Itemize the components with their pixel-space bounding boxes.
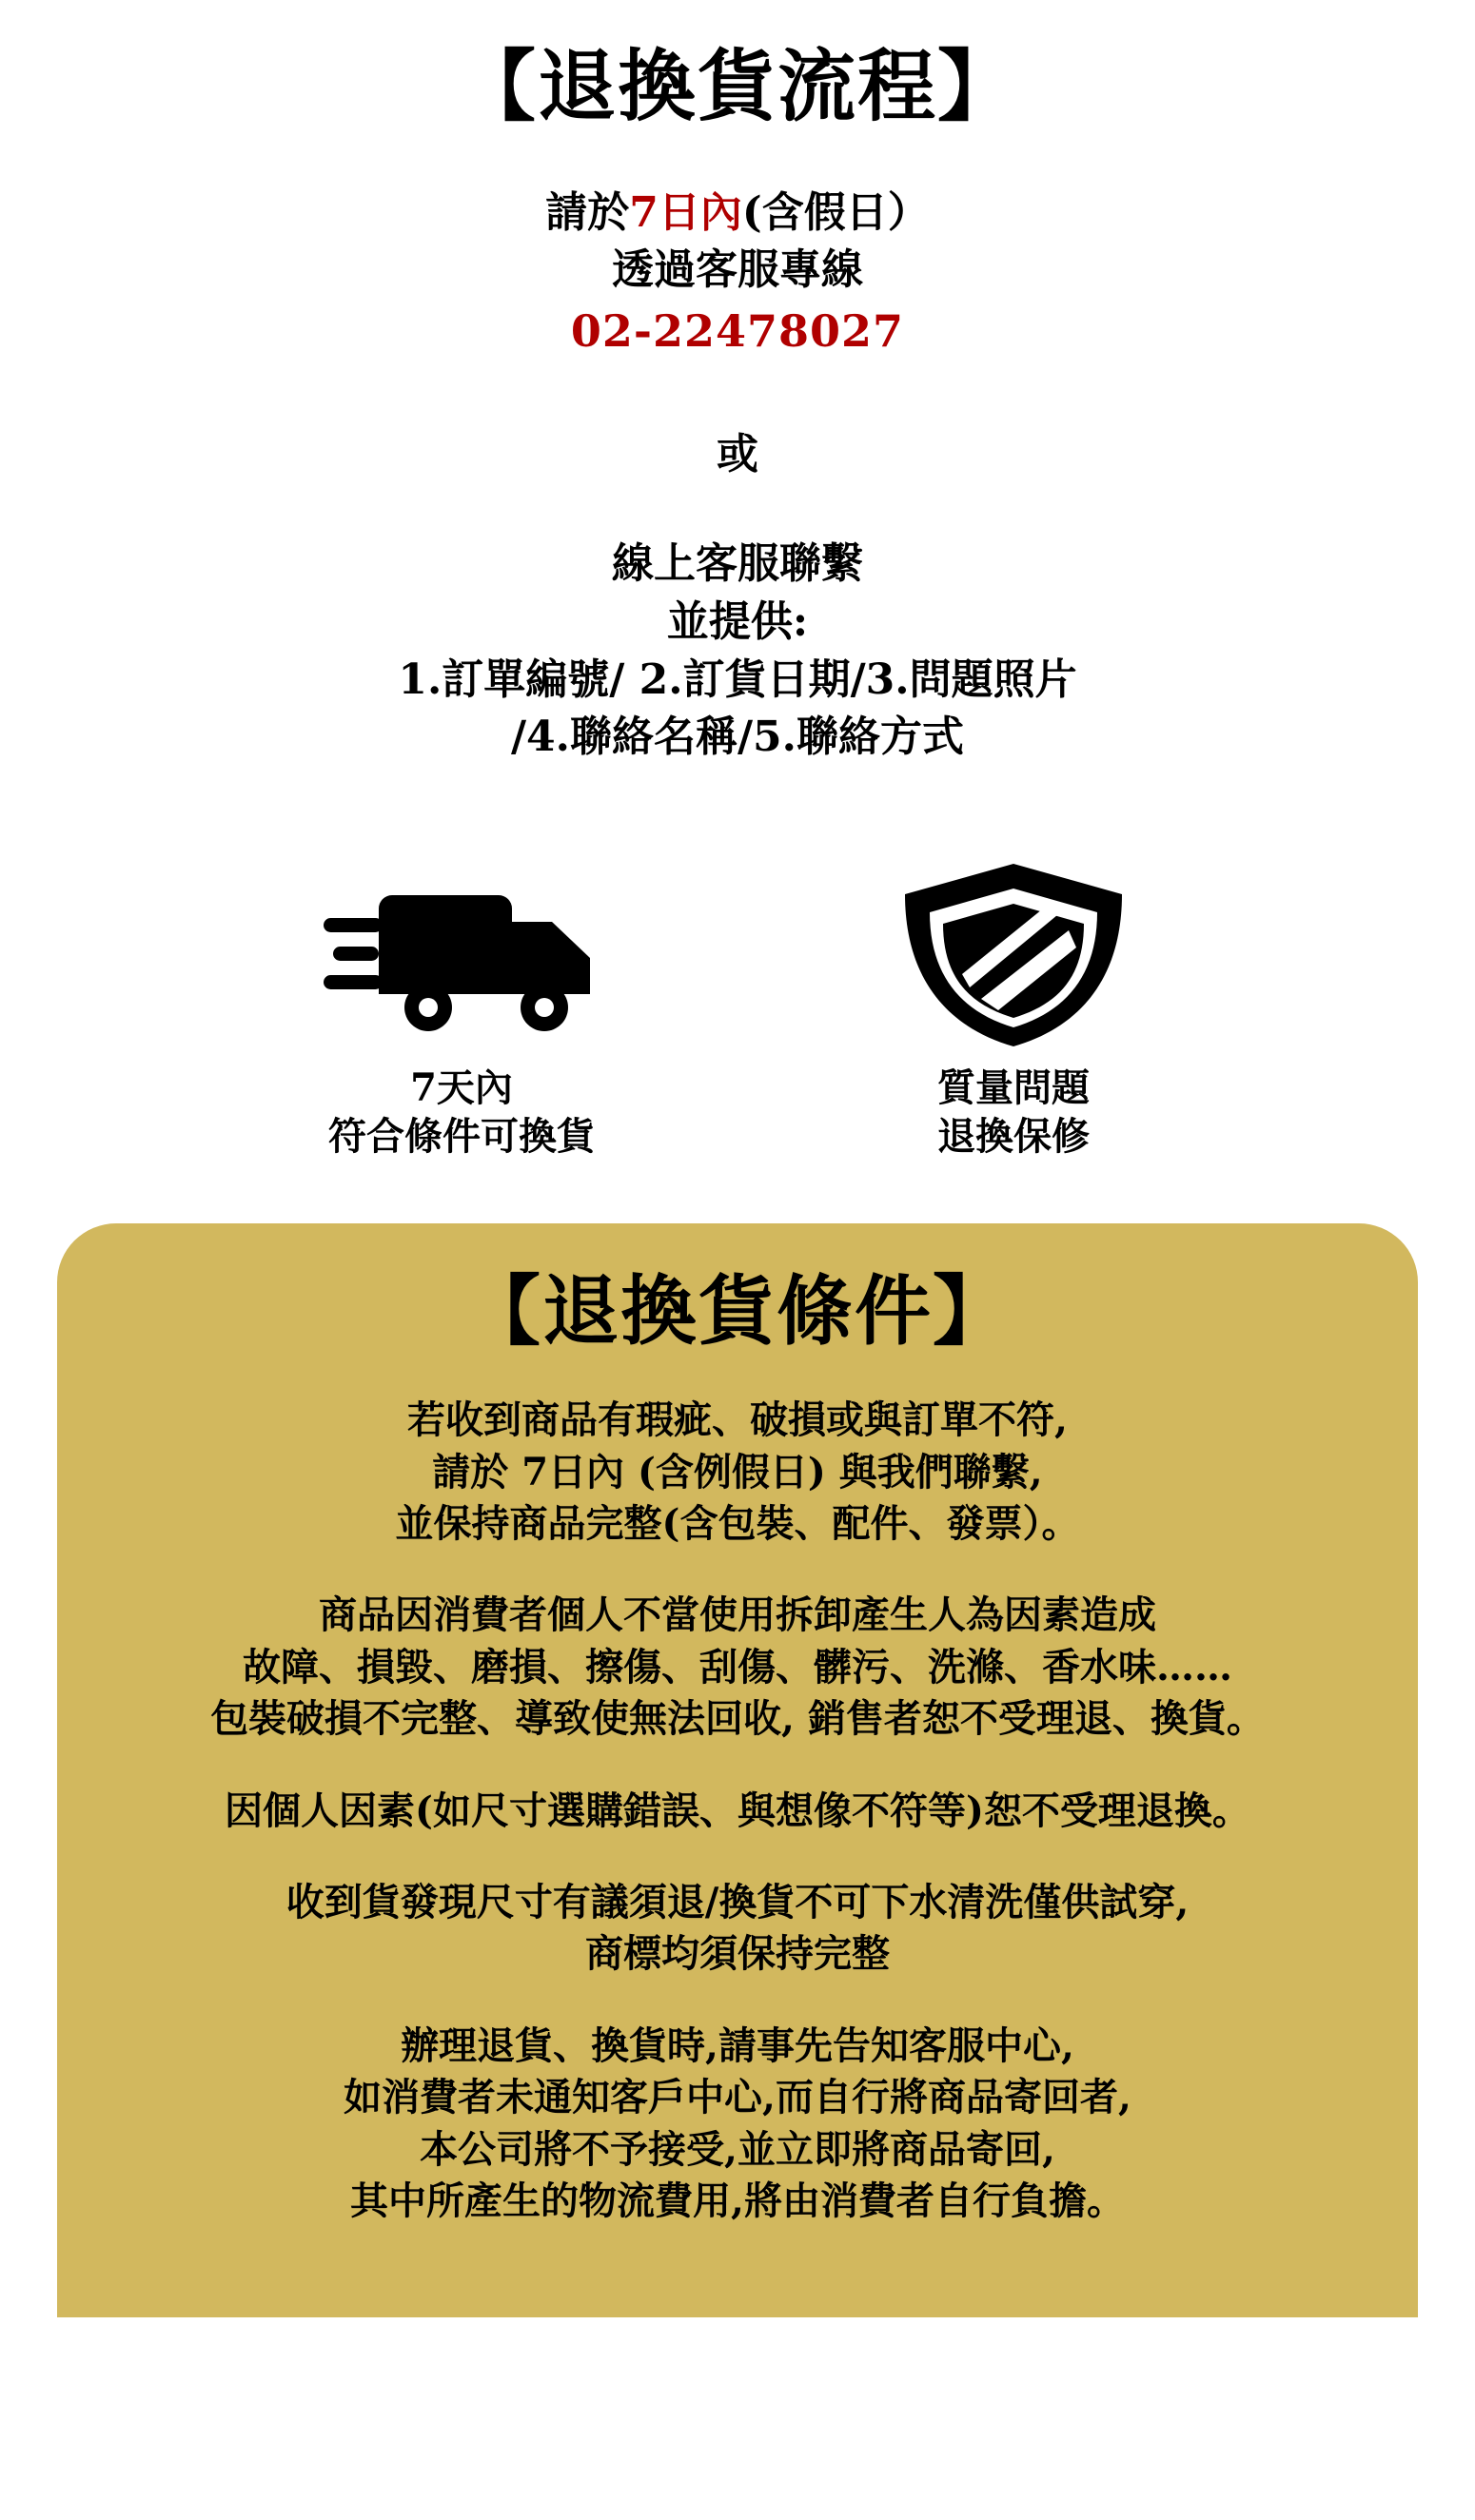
feature-caption-warranty	[856, 1064, 1170, 1161]
conditions-title: 【退換貨條件】	[464, 1266, 1011, 1357]
contact-line-2: 透過客服專線	[612, 244, 863, 294]
process-section	[0, 0, 1475, 1161]
condition-2-line-1: 商品因消費者個人不當使用拆卸產生人為因素造成	[319, 1592, 1156, 1638]
provide-line-1: 線上客服聯繫	[612, 539, 863, 589]
delivery-truck-icon	[305, 860, 619, 1050]
condition-5-line-3: 本公司將不予接受,並立即將商品寄回,	[420, 2126, 1055, 2172]
page-title: 【退換貨流程】	[457, 41, 1017, 132]
condition-5-line-2: 如消費者未通知客戶中心,而自行將商品寄回者,	[344, 2075, 1131, 2120]
condition-5-line-4: 其中所產生的物流費用,將由消費者自行負擔。	[350, 2178, 1125, 2223]
condition-paragraph-4	[95, 1877, 1380, 1981]
provide-line-4: /4.聯絡名稱/5.聯絡方式	[510, 713, 964, 762]
feature-item-exchange	[305, 860, 619, 1161]
condition-5-line-1: 辦理退貨、換貨時,請事先告知客服中心,	[401, 2022, 1074, 2068]
condition-paragraph-3	[95, 1786, 1380, 1837]
provide-line-3: 1.訂單編號/ 2.訂貨日期/3.問題照片	[398, 654, 1077, 704]
condition-1-line-1: 若收到商品有瑕疵、破損或與訂單不符,	[407, 1397, 1068, 1443]
provide-line-2: 並提供:	[666, 596, 809, 646]
feature-caption-warranty-line1: 質量問題	[937, 1065, 1090, 1110]
contact-prefix: 請於	[545, 188, 630, 238]
contact-line-1	[0, 185, 1475, 241]
shield-icon	[856, 860, 1170, 1050]
feature-caption-exchange	[305, 1064, 619, 1161]
condition-2-line-2: 故障、損毀、磨損、擦傷、刮傷、髒污、洗滌、香水味……	[243, 1644, 1232, 1690]
feature-caption-warranty-line2: 退換保修	[937, 1114, 1090, 1160]
or-separator: 或	[717, 430, 758, 479]
contact-highlight: 7日內	[629, 188, 742, 238]
condition-2-line-3: 包裝破損不完整、導致使無法回收, 銷售者恕不受理退、換貨。	[210, 1696, 1265, 1742]
feature-caption-exchange-line2: 符合條件可換貨	[328, 1114, 595, 1160]
conditions-panel	[57, 1223, 1418, 2317]
condition-paragraph-5	[95, 2021, 1380, 2228]
condition-3-line-1: 因個人因素(如尺寸選購錯誤、與想像不符等)恕不受理退換。	[225, 1787, 1250, 1833]
contact-suffix: (含假日）	[741, 188, 930, 238]
online-service-instructions	[0, 536, 1475, 767]
customer-service-phone[interactable]: 02-22478027	[570, 304, 905, 357]
feature-icons-row	[0, 860, 1475, 1161]
feature-caption-exchange-line1: 7天內	[410, 1065, 513, 1110]
contact-instructions	[0, 185, 1475, 361]
condition-paragraph-1	[95, 1395, 1380, 1550]
condition-1-line-3: 並保持商品完整(含包裝、配件、發票）。	[395, 1501, 1080, 1547]
condition-4-line-1: 收到貨發現尺寸有議須退/換貨不可下水清洗僅供試穿,	[285, 1880, 1190, 1925]
feature-item-warranty	[856, 860, 1170, 1161]
condition-paragraph-2	[95, 1590, 1380, 1745]
condition-4-line-2: 商標均須保持完整	[585, 1931, 890, 1977]
condition-1-line-2: 請於 7日內 (含例假日) 與我們聯繫,	[432, 1449, 1043, 1494]
